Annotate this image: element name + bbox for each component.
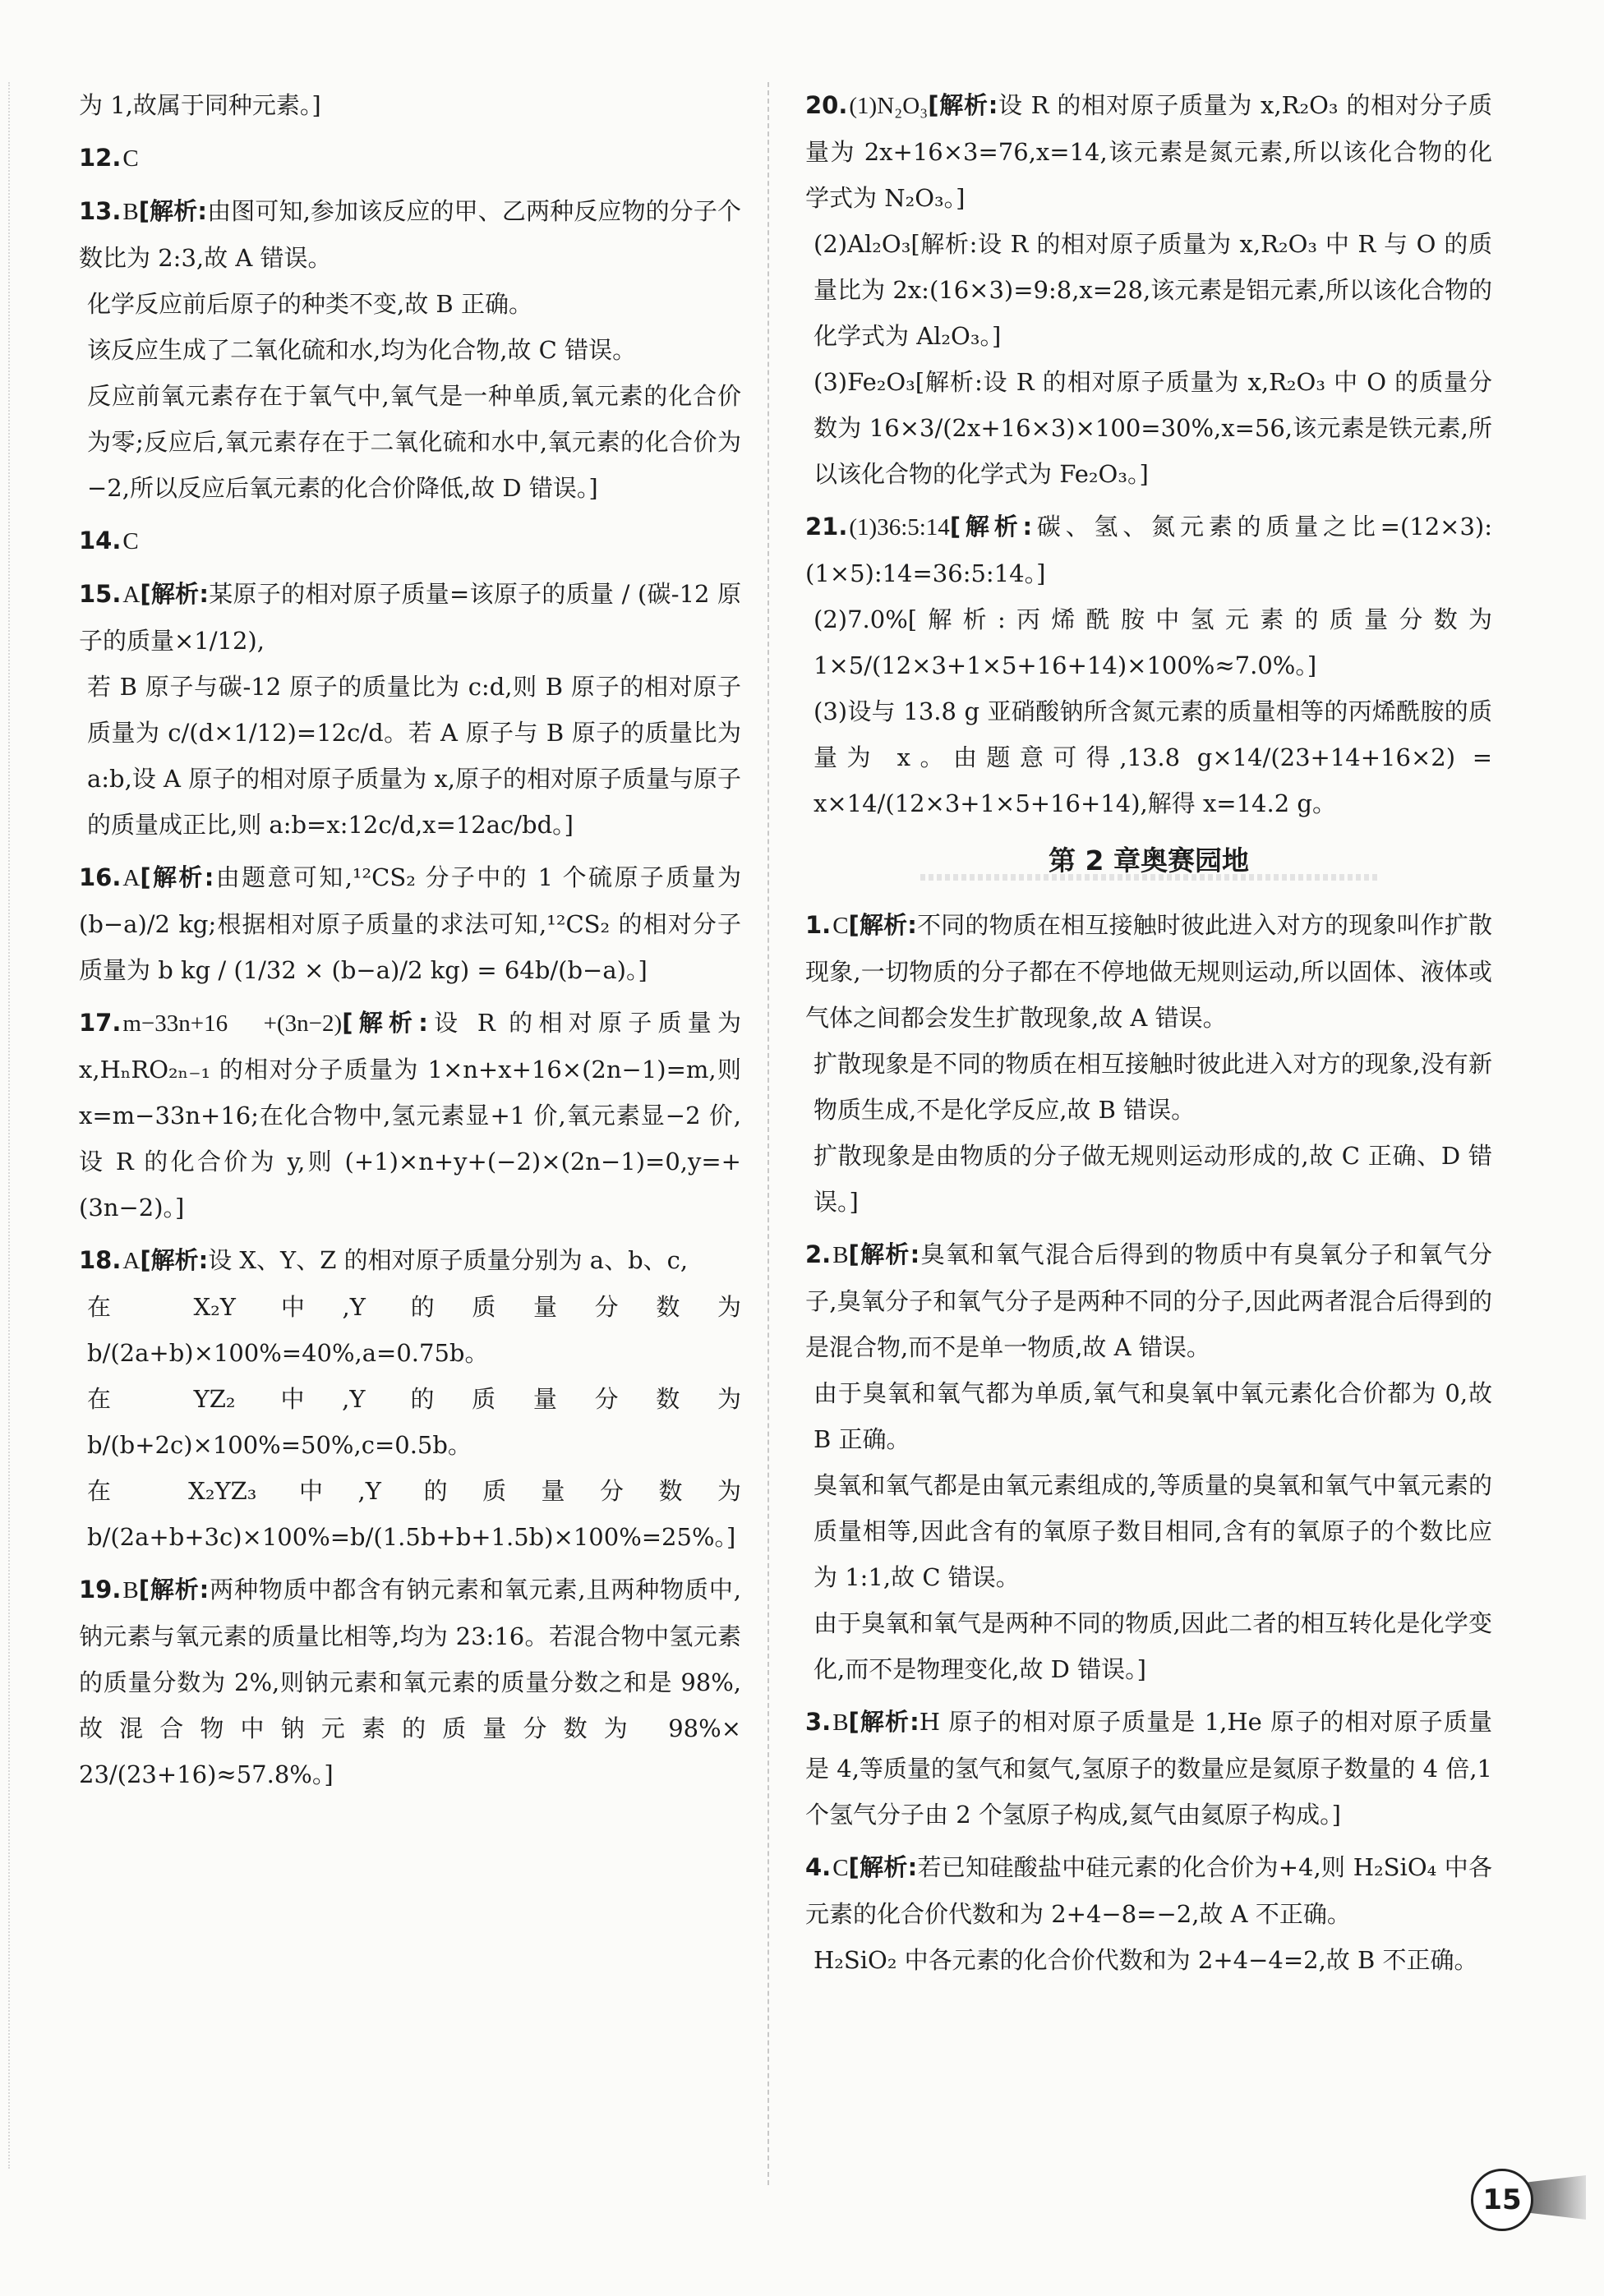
analysis-tag: [解析: <box>140 863 214 891</box>
page-number: 15 <box>1471 2169 1533 2231</box>
answer-item <box>79 1567 741 1797</box>
section-title: 第 2 章奥赛园地 <box>805 838 1492 884</box>
analysis-text: 臭氧和氧气混合后得到的物质中有臭氧分子和氧气分子,臭氧分子和氧气分子是两种不同的分子,因此两者混合后得到的是混合物,而不是单一物质,故 A 错误。 <box>805 1240 1492 1361</box>
question-number: 12. <box>79 144 122 172</box>
question-number: 2. <box>805 1240 832 1268</box>
answer-choice: C <box>832 913 849 939</box>
analysis-tag: [解析: <box>949 513 1033 541</box>
answer-choice: A <box>122 582 141 608</box>
analysis-paragraph: 由于臭氧和氧气是两种不同的物质,因此二者的相互转化是化学变化,而不是物理变化,故 D 错误。] <box>814 1609 1492 1683</box>
analysis-paragraph: 在 X₂Y 中,Y 的质量分数为 b/(2a+b)×100%=40%,a=0.75b。 <box>87 1293 741 1367</box>
answer-choice: (1)N₂O₃ <box>849 93 929 119</box>
analysis-text: 某原子的相对原子质量=该原子的质量 / (碳-12 原子的质量×1/12), <box>79 580 741 655</box>
answer-choice: C <box>122 528 139 554</box>
analysis-text: 碳、氢、氮元素的质量之比=(12×3):(1×5):14=36:5:14。] <box>805 513 1492 587</box>
answer-line <box>79 854 741 993</box>
analysis-paragraph: 臭氧和氧气都是由氧元素组成的,等质量的臭氧和氧气中氧元素的质量相等,因此含有的氧原子数目相同,含有的氧原子的个数比应为 1:1,故 C 错误。 <box>814 1471 1492 1591</box>
answer-item <box>805 902 1492 1225</box>
analysis-paragraph: (3)Fe₂O₃[解析:设 R 的相对原子质量为 x,R₂O₃ 中 O 的质量分数为 16×3/(2x+16×3)×100=30%,x=56,该元素是铁元素,所以该化合物的化学式为 Fe₂O₃。] <box>814 368 1492 488</box>
question-number: 1. <box>805 911 832 939</box>
analysis-tag: [解析: <box>848 1708 920 1736</box>
analysis-tag: [解析: <box>140 580 209 608</box>
answer-item <box>79 1000 741 1231</box>
question-number: 15. <box>79 580 122 608</box>
question-number: 13. <box>79 197 122 225</box>
page-edge <box>8 82 11 2169</box>
question-number: 14. <box>79 527 122 554</box>
answer-item <box>79 1237 741 1560</box>
answer-line <box>79 1237 741 1284</box>
answer-item <box>79 571 741 848</box>
answer-line <box>79 135 741 182</box>
analysis-tag: [解析: <box>848 911 917 939</box>
answer-choice: A <box>122 865 141 891</box>
analysis-paragraph: 扩散现象是由物质的分子做无规则运动形成的,故 C 正确、D 错误。] <box>814 1142 1492 1216</box>
analysis-text: H 原子的相对原子质量是 1,He 原子的相对原子质量是 4,等质量的氢气和氦气,氢原子的数量应是氦原子数量的 4 倍,1 个氢气分子由 2 个氢原子构成,氦气由氦原子构成。] <box>805 1708 1492 1829</box>
analysis-paragraph: 在 YZ₂ 中,Y 的质量分数为 b/(b+2c)×100%=50%,c=0.5b。 <box>87 1385 741 1459</box>
right-column <box>805 82 1492 1990</box>
answer-line <box>79 1000 741 1231</box>
analysis-text: 由图可知,参加该反应的甲、乙两种反应物的分子个数比为 2:3,故 A 错误。 <box>79 197 741 272</box>
question-number: 20. <box>805 91 848 119</box>
answer-choice: B <box>122 199 139 225</box>
analysis-paragraph: (3)设与 13.8 g 亚硝酸钠所含氮元素的质量相等的丙烯酰胺的质量为 x。由题意可得,13.8 g×14/(23+14+16×2) = x×14/(12×3+1×5+16+14),解得 x=14.2 g。 <box>814 697 1492 817</box>
answer-item <box>79 82 741 128</box>
answer-choice: C <box>122 145 139 172</box>
analysis-text: 若已知硅酸盐中硅元素的化合价为+4,则 H₂SiO₄ 中各元素的化合价代数和为 2+4−8=−2,故 A 不正确。 <box>805 1853 1492 1928</box>
answer-item <box>805 82 1492 497</box>
answer-line <box>79 518 741 564</box>
analysis-tag: [解析: <box>342 1009 428 1037</box>
analysis-paragraph: (2)Al₂O₃[解析:设 R 的相对原子质量为 x,R₂O₃ 中 R 与 O 的质量比为 2x:(16×3)=9:8,x=28,该元素是铝元素,所以该化合物的化学式为 Al₂O₃。] <box>814 230 1492 350</box>
answer-item <box>805 1844 1492 1983</box>
analysis-text: 设 X、Y、Z 的相对原子质量分别为 a、b、c, <box>208 1246 689 1274</box>
analysis-text: 设 R 的相对原子质量为 x,R₂O₃ 的相对分子质量为 2x+16×3=76,x=14,该元素是氮元素,所以该化合物的化学式为 N₂O₃。] <box>805 91 1492 212</box>
question-number: 19. <box>79 1576 122 1604</box>
analysis-paragraph: 反应前氧元素存在于氧气中,氧气是一种单质,氧元素的化合价为零;反应后,氧元素存在于二氧化硫和水中,氧元素的化合价为−2,所以反应后氧元素的化合价降低,故 D 错误。] <box>87 382 741 502</box>
answer-choice: A <box>122 1248 141 1274</box>
left-column <box>79 82 741 1804</box>
answer-choice: B <box>832 1709 849 1736</box>
analysis-paragraph: 化学反应前后原子的种类不变,故 B 正确。 <box>87 290 532 318</box>
answer-choice: B <box>122 1577 139 1604</box>
analysis-tag: [解析: <box>928 91 998 119</box>
analysis-text: 不同的物质在相互接触时彼此进入对方的现象叫作扩散现象,一切物质的分子都在不停地做无规则运动,所以固体、液体或气体之间都会发生扩散现象,故 A 错误。 <box>805 911 1492 1032</box>
answer-item <box>79 518 741 564</box>
answer-line <box>79 571 741 664</box>
analysis-text: 两种物质中都含有钠元素和氧元素,且两种物质中,钠元素与氧元素的质量比相等,均为 23:16。若混合物中氢元素的质量分数为 2%,则钠元素和氧元素的质量分数之和是 98%,故混合物中钠元素的质量分数为 98%× 23/(23+16)≈57.8%。] <box>79 1576 742 1788</box>
analysis-tag: [解析: <box>138 197 207 225</box>
answer-line <box>805 1699 1492 1838</box>
answer-line <box>805 82 1492 221</box>
answer-choice: (1)36:5:14 <box>849 514 950 541</box>
analysis-text: 为 1,故属于同种元素。] <box>79 91 321 119</box>
answer-item <box>805 1699 1492 1838</box>
answer-line <box>805 504 1492 596</box>
answer-line <box>79 82 741 128</box>
analysis-paragraph: H₂SiO₂ 中各元素的化合价代数和为 2+4−4=2,故 B 不正确。 <box>814 1946 1478 1974</box>
analysis-paragraph: (2)7.0%[解析:丙烯酰胺中氢元素的质量分数为 1×5/(12×3+1×5+16+14)×100%≈7.0%。] <box>814 605 1492 679</box>
answer-line <box>805 1844 1492 1937</box>
question-number: 18. <box>79 1246 122 1274</box>
analysis-paragraph: 若 B 原子与碳-12 原子的质量比为 c:d,则 B 原子的相对原子质量为 c/(d×1/12)=12c/d。若 A 原子与 B 原子的质量比为 a:b,设 A 原子的相对原子质量为 x,原子的相对原子质量与原子的质量成正比,则 a:b=x:12c/d,x=12ac/bd。] <box>87 673 742 839</box>
analysis-paragraph: 由于臭氧和氧气都为单质,氧气和臭氧中氧元素化合价都为 0,故 B 正确。 <box>814 1379 1492 1453</box>
answer-item <box>79 135 741 182</box>
answer-choice: C <box>832 1855 849 1881</box>
answer-line <box>805 902 1492 1041</box>
question-number: 21. <box>805 513 848 541</box>
analysis-tag: [解析: <box>140 1246 209 1274</box>
analysis-paragraph: 该反应生成了二氧化硫和水,均为化合物,故 C 错误。 <box>87 336 637 364</box>
answer-item <box>805 504 1492 826</box>
answer-item <box>805 1231 1492 1692</box>
column-divider <box>767 82 771 2185</box>
analysis-paragraph: 在 X₂YZ₃ 中,Y 的质量分数为 b/(2a+b+3c)×100%=b/(1.5b+b+1.5b)×100%=25%。] <box>87 1477 741 1551</box>
analysis-tag: [解析: <box>848 1853 918 1881</box>
answer-item <box>79 854 741 993</box>
question-number: 3. <box>805 1708 832 1736</box>
answer-item <box>79 188 741 511</box>
question-number: 4. <box>805 1853 832 1881</box>
question-number: 16. <box>79 863 122 891</box>
analysis-paragraph: 扩散现象是不同的物质在相互接触时彼此进入对方的现象,没有新物质生成,不是化学反应,故 B 错误。 <box>814 1050 1492 1124</box>
question-number: 17. <box>79 1009 122 1037</box>
answer-line <box>79 1567 741 1797</box>
analysis-tag: [解析: <box>848 1240 920 1268</box>
answer-line <box>805 1231 1492 1370</box>
analysis-text: 设 R 的相对原子质量为 x,HₙRO₂ₙ₋₁ 的相对分子质量为 1×n+x+16×(2n−1)=m,则 x=m−33n+16;在化合物中,氢元素显+1 价,氧元素显−2 价,设 R 的化合价为 y,则 (+1)×n+y+(−2)×(2n−1)=0,y=+(3n−2)。] <box>79 1009 741 1222</box>
analysis-text: 由题意可知,¹²CS₂ 分子中的 1 个硫原子质量为 (b−a)/2 kg;根据相对原子质量的求法可知,¹²CS₂ 的相对分子质量为 b kg / (1/32 × (b−a)/2 kg) = 64b/(b−a)。] <box>79 863 741 984</box>
answer-choice: m−33n+16 +(3n−2) <box>122 1010 343 1037</box>
analysis-tag: [解析: <box>138 1576 210 1604</box>
answer-line <box>79 188 741 281</box>
answer-choice: B <box>832 1242 849 1268</box>
